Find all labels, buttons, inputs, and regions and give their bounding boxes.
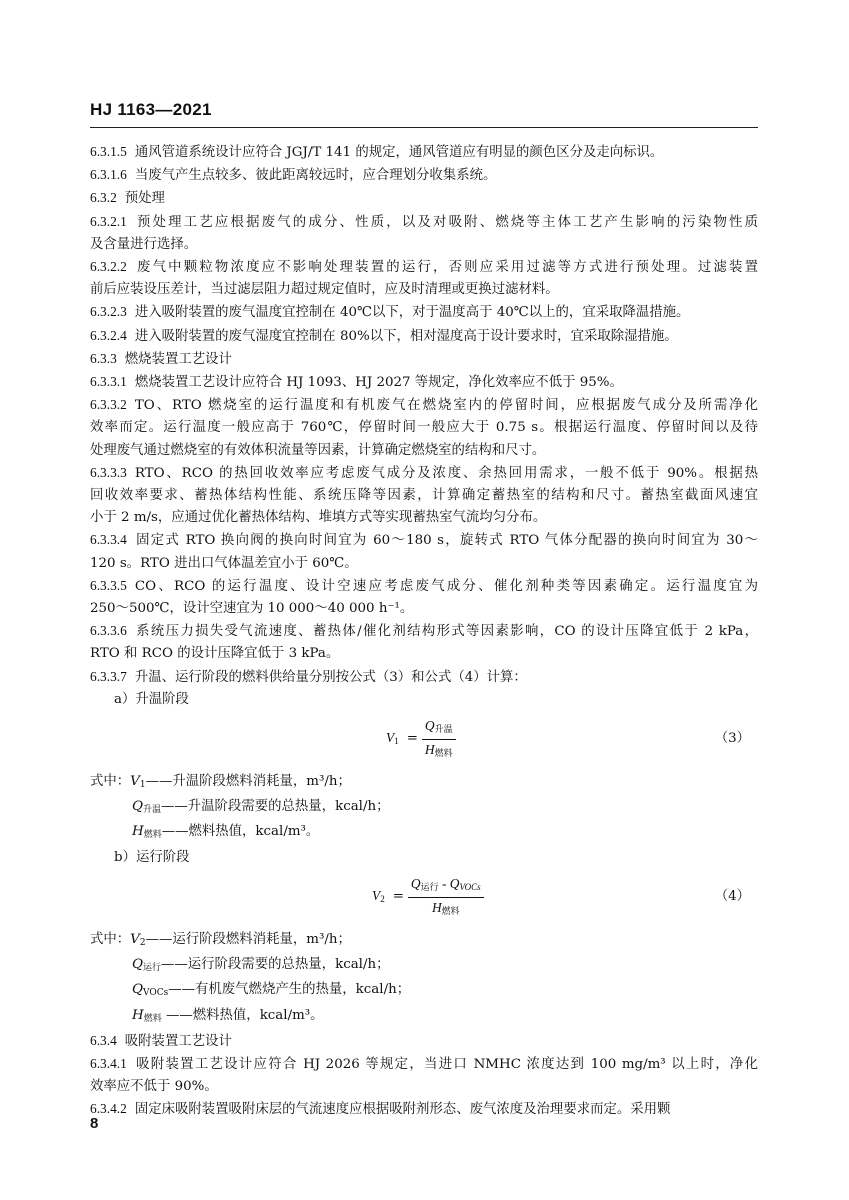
clause-text: 固定式 RTO 换向阀的换向时间宜为 60～180 s，旋转式 RTO 气体分配器的换向时间宜为 30～ [134,533,758,549]
paragraph-line [90,485,758,507]
clause-text: 废气中颗粒物浓度应不影响处理装置的运行，否则应采用过滤等方式进行预处理。过滤装置 [134,260,758,276]
clause-text: CO、RCO 的运行温度、设计空速应考虑废气成分、催化剂种类等因素确定。运行温度宜为 [134,578,758,594]
paragraph-line [90,1030,758,1053]
formula-4-lhs: $V_2$ [372,887,385,904]
clause-text: 固定床吸附装置吸附床层的气流速度应根据吸附剂形态、废气浓度及治理要求而定。采用颗 [134,1102,671,1118]
clause-text: TO、RTO 燃烧室的运行温度和有机废气在燃烧室内的停留时间，应根据废气成分及所需净化 [134,398,758,414]
clause-text: RTO、RCO 的热回收效率应考虑废气成分及浓度、余热回用需求，一般不低于 90%。根据热 [134,465,758,481]
clause-number: 6.3.2.4 [90,327,127,343]
paragraph-line [90,1098,758,1121]
formula-4-expression [372,875,484,920]
formula-4-number: （4） [714,888,750,904]
clause-text: 及含量进行选择。 [90,236,198,252]
clause-number: 6.3.3.3 [90,464,127,480]
clause-number: 6.3.4.2 [90,1101,127,1117]
clause-text: 通风管道系统设计应符合 JGJ/T 141 的规定，通风管道应有明显的颜色区分及走向标识。 [134,145,664,160]
paragraph-line [90,348,758,371]
paragraph-line [90,394,758,417]
paragraph-line [90,643,758,665]
standard-code-header: HJ 1163—2021 [90,100,212,119]
paragraph-line [90,620,758,643]
paragraph-line [90,256,758,279]
formula-4-equals: = [392,889,404,905]
where-4-line-2: $Q_{运行}——$运行阶段需要的总热量，kcal/h； [132,957,390,974]
clause-number: 6.3.1.5 [90,144,127,159]
formula-4-fraction: $\frac{Q_{运行} - Q_{VOCs}}{H_{燃料}}$ [408,875,484,920]
paragraph-line [90,141,758,164]
paragraph-line [90,211,758,234]
where-block-3 [90,771,758,847]
clause-number: 6.3.4 [90,1032,117,1048]
formula-4 [90,875,758,921]
clause-number: 6.3.3 [90,350,117,366]
clause-text: 效率而定。运行温度一般应高于 760℃，停留时间一般应大于 0.75 s。根据运行温度、停留时间以及待 [90,420,758,436]
clause-text: 吸附装置工艺设计应符合 HJ 2026 等规定，当进口 NMHC 浓度达到 100 mg/m³ 以上时，净化 [134,1056,758,1072]
where-4-line-3: $Q_{VOCs}——$有机废气燃烧产生的热量，kcal/h； [132,982,411,999]
clause-number: 6.3.2.3 [90,304,127,320]
paragraph-line [90,666,758,689]
paragraph-line [90,507,758,529]
clause-text: RTO 和 RCO 的设计压降宜低于 3 kPa。 [90,646,340,662]
paragraph-line [90,417,758,439]
clause-text: 进入吸附装置的废气温度宜控制在 40℃以下，对于温度高于 40℃以上的，宜采取降温措施。 [134,305,690,321]
paragraph-line [90,187,758,210]
clause-text: 效率应不低于 90%。 [90,1079,218,1095]
page-number: 8 [90,1115,99,1132]
where-4-line-1: 式中：$V_2——$运行阶段燃料消耗量，m³/h； [90,931,351,948]
where-3-line-1: 式中：$V_1——$升温阶段燃料消耗量，m³/h； [90,774,351,791]
paragraph-line [90,529,758,552]
clause-text: 吸附装置工艺设计 [124,1033,232,1049]
clause-text: 预处理工艺应根据废气的成分、性质，以及对吸附、燃烧等主体工艺产生影响的污染物性质 [134,214,758,230]
clause-number: 6.3.3.6 [90,623,127,639]
clause-number: 6.3.3.7 [90,668,127,684]
clause-text: 小于 2 m/s，应通过优化蓄热体结构、堆填方式等实现蓄热室气流均匀分布。 [90,510,547,526]
formula-3-lhs: $V_1$ [386,729,399,746]
clause-text: 预处理 [124,191,165,207]
formula-3-fraction: $\frac{Q_{升温}}{H_{燃料}}$ [422,717,456,762]
formula-3-equals: = [406,731,418,747]
clause-text: 前后应装设压差计，当过滤层阻力超过规定值时，应及时清理或更换过滤材料。 [90,282,559,298]
clause-number: 6.3.3.5 [90,577,127,593]
clause-number: 6.3.2 [90,190,117,206]
formula-3-number: （3） [714,731,750,747]
clause-text: 250～500℃，设计空速宜为 10 000～40 000 h⁻¹。 [90,601,414,617]
clause-number: 6.3.3.4 [90,532,127,548]
paragraph-line [90,301,758,324]
paragraph-line [90,575,758,598]
clause-text: 燃烧装置工艺设计 [124,351,232,367]
clause-text: 燃烧装置工艺设计应符合 HJ 1093、HJ 2027 等规定，净化效率应不低于 95%。 [134,375,623,391]
paragraph-line [90,1053,758,1076]
paragraph-line [90,325,758,348]
paragraph-line [90,1076,758,1098]
clause-text: 系统压力损失受气流速度、蓄热体/催化剂结构形式等因素影响，CO 的设计压降宜低于 2 kPa， [134,624,758,640]
stage-b-label: b）运行阶段 [114,849,190,865]
where-block-4 [90,929,758,1030]
formula-3 [90,717,758,763]
clause-text: 升温、运行阶段的燃料供给量分别按公式（3）和公式（4）计算： [134,669,527,685]
section-paragraphs-1 [90,141,758,689]
clause-number: 6.3.3.2 [90,397,127,413]
clause-number: 6.3.3.1 [90,374,127,390]
clause-text: 当废气产生点较多、彼此距离较远时，应合理划分收集系统。 [134,168,497,184]
where-3-line-2: $Q_{升温}——$升温阶段需要的总热量，kcal/h； [132,799,390,816]
paragraph-line [90,440,758,462]
paragraph-line [90,598,758,620]
section-paragraphs-2 [90,1030,758,1122]
clause-number: 6.3.2.2 [90,259,127,275]
stage-a-label: a）升温阶段 [114,691,189,707]
header-divider [90,127,758,128]
paragraph-line [90,234,758,256]
clause-number: 6.3.4.1 [90,1055,127,1071]
paragraph-line [90,462,758,485]
paragraph-line [90,279,758,301]
paragraph-line [90,553,758,575]
paragraph-line [90,371,758,394]
clause-text: 回收效率要求、蓄热体结构性能、系统压降等因素，计算确定蓄热室的结构和尺寸。蓄热室截面风速宜 [90,488,758,504]
clause-number: 6.3.2.1 [90,213,127,229]
document-body [90,141,758,1122]
clause-number: 6.3.1.6 [90,167,127,183]
clause-text: 处理废气通过燃烧室的有效体积流量等因素，计算确定燃烧室的结构和尺寸。 [90,442,546,458]
where-4-line-4: $H_{燃料}$ ——燃料热值，kcal/m³。 [132,1007,324,1024]
clause-text: 进入吸附装置的废气湿度宜控制在 80%以下，相对湿度高于设计要求时，宜采取除湿措施。 [134,328,678,344]
formula-3-expression [386,717,456,762]
paragraph-line [90,164,758,187]
clause-text: 120 s。RTO 进出口气体温差宜小于 60℃。 [90,555,358,571]
where-3-line-3: $H_{燃料}——$燃料热值，kcal/m³。 [132,824,320,841]
